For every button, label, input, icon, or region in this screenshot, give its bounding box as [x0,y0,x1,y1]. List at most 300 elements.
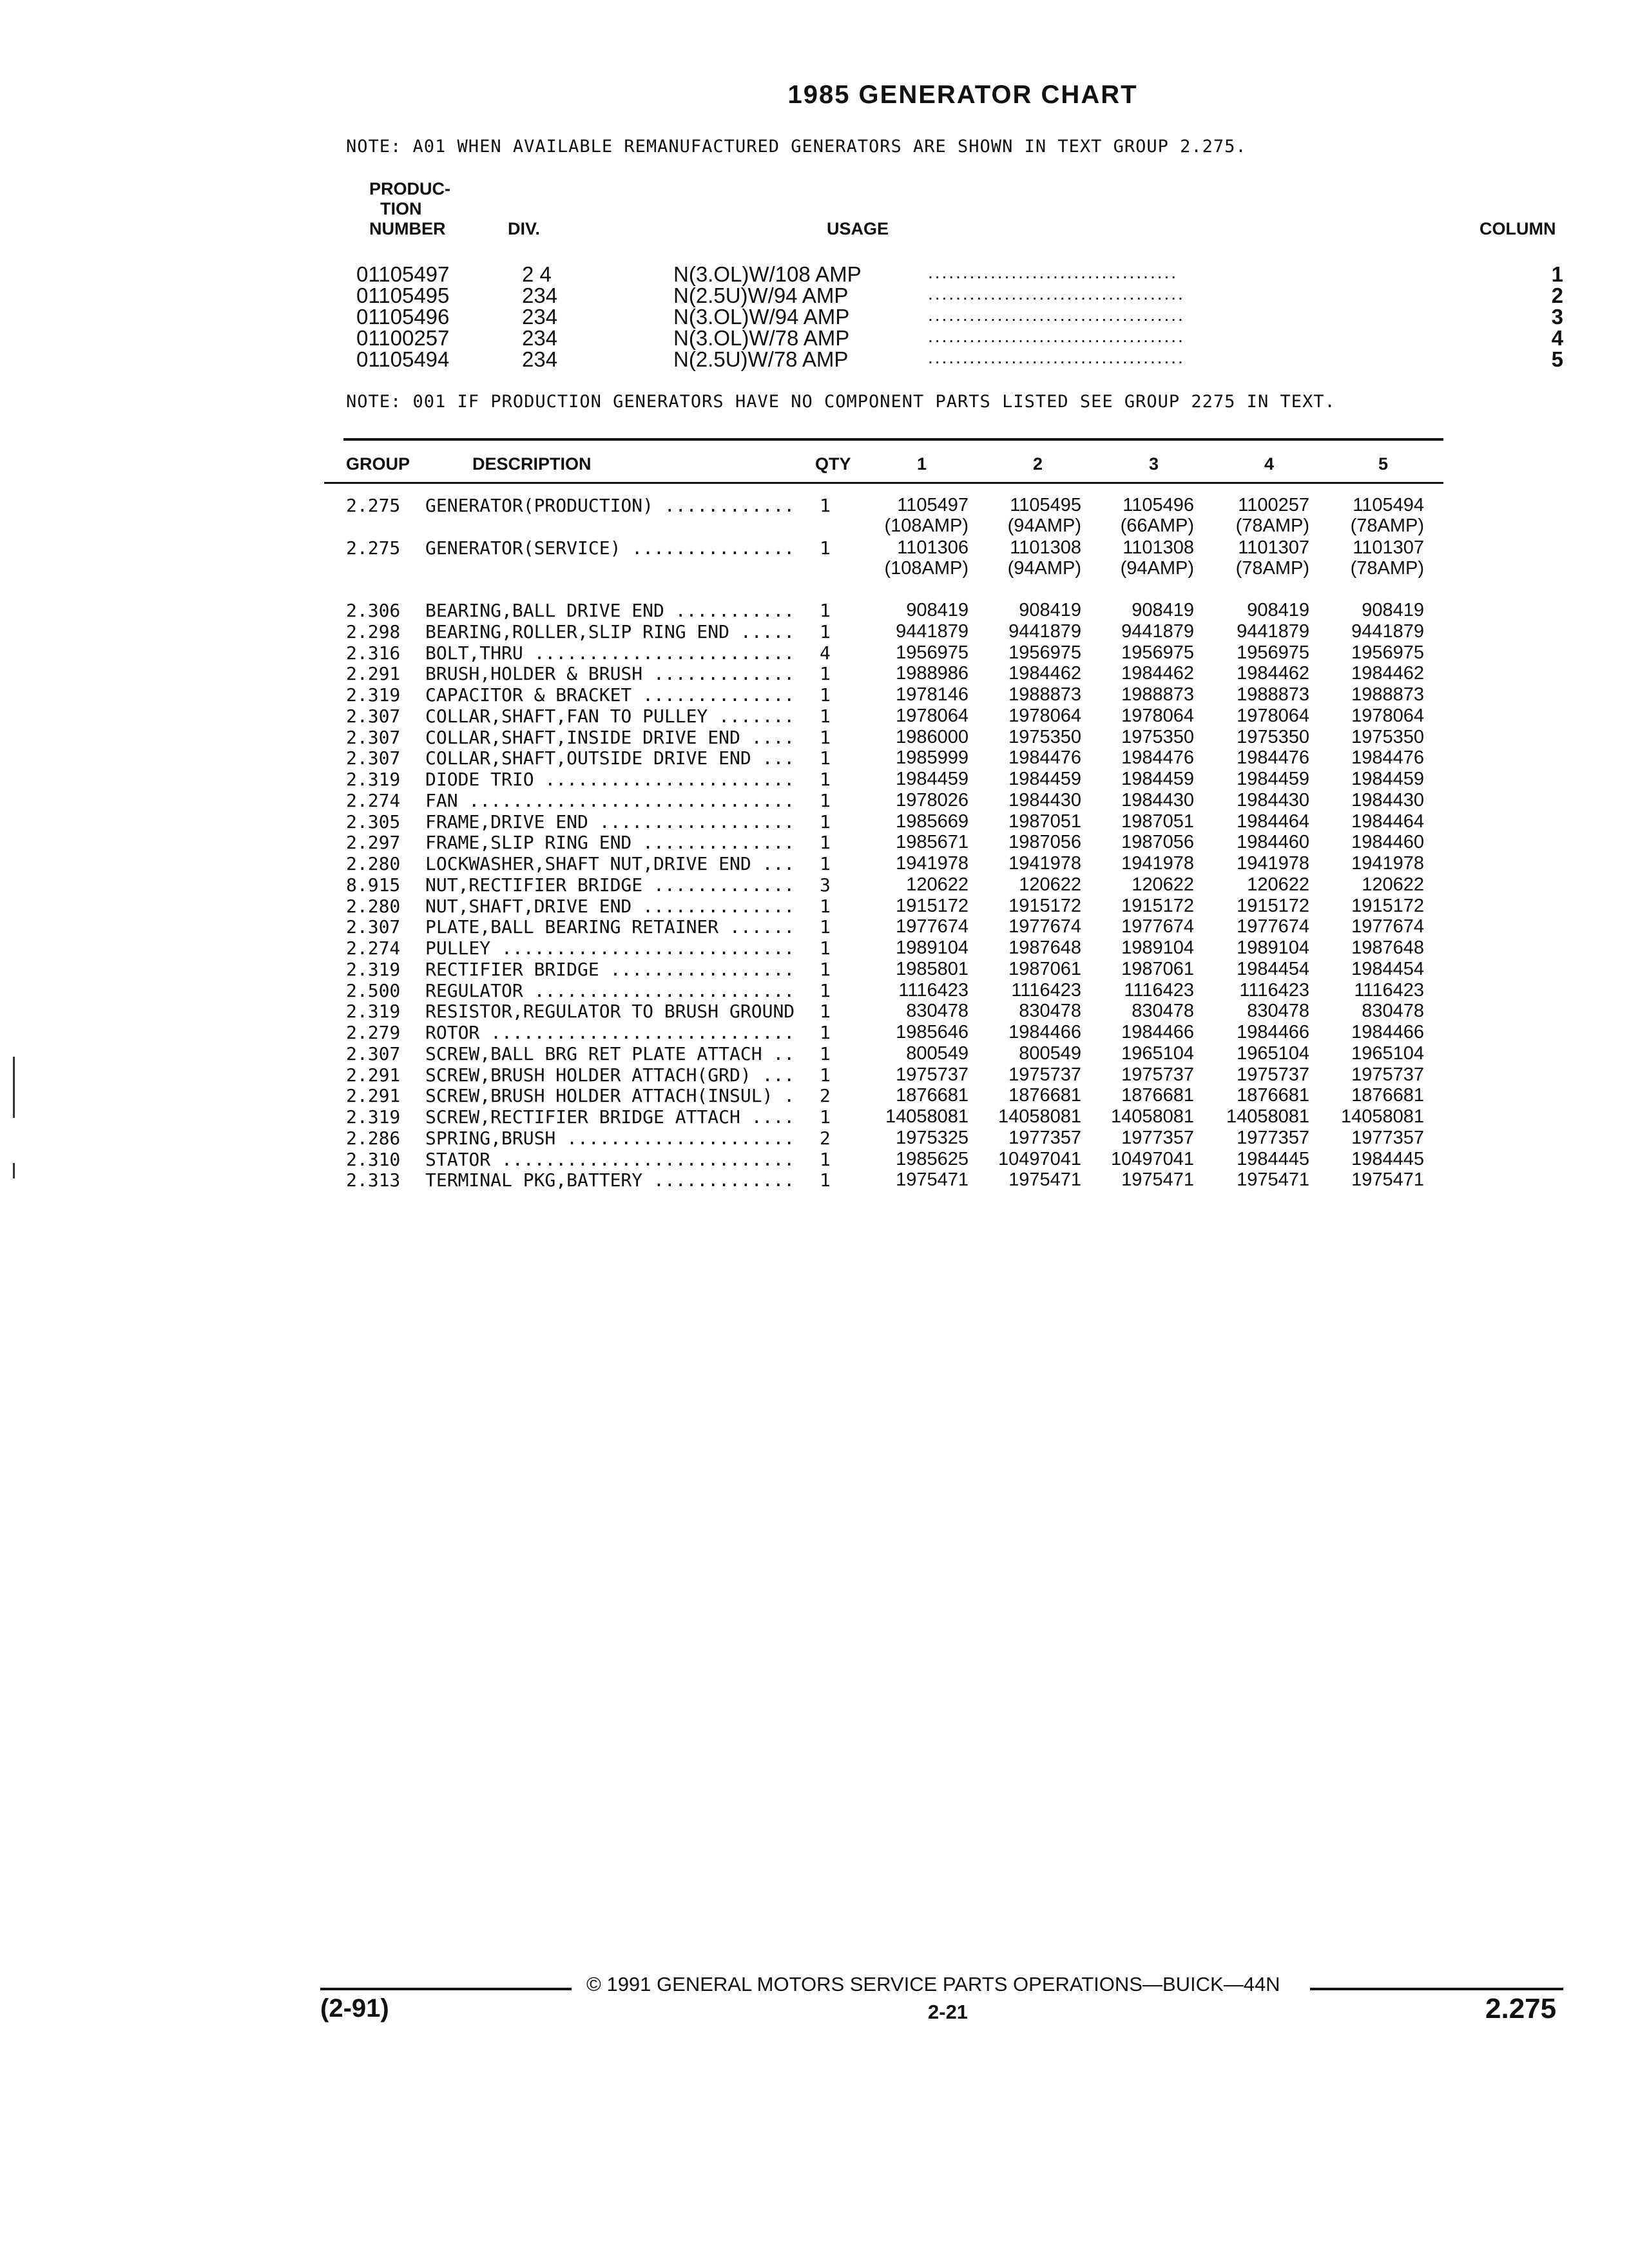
table-row [0,959,1629,980]
qty-cell: 1 [820,1064,831,1086]
production-column: 5 [1551,347,1563,371]
part-number-col-5: 1101307 [1353,537,1424,558]
qty-cell: 1 [820,621,831,642]
part-number-col-2: 1975350 [1008,727,1081,747]
part-number-col-4: 1988873 [1237,684,1309,705]
part-number-col-4: 1984445 [1237,1149,1309,1169]
part-number-col-4: 1965104 [1237,1043,1309,1064]
part-number-col-5: 9441879 [1351,621,1424,642]
part-number-col-4: 1984466 [1237,1022,1309,1043]
col-header-qty: QTY [815,454,851,474]
description-cell: ROTOR ............................ [425,1022,795,1043]
part-number-col-5: (78AMP) [1350,515,1424,536]
generator-row [0,495,1629,516]
part-number-col-2: 1984466 [1008,1022,1081,1043]
part-number-col-1: 1941978 [896,853,969,874]
table-row [0,1128,1629,1149]
production-leader-dots: ..................................... [928,305,1185,325]
part-number-col-5: 1915172 [1351,896,1424,916]
part-number-col-2: 1984462 [1008,663,1081,684]
part-number-col-4: 1100257 [1238,495,1309,515]
part-number-col-1: 1989104 [896,937,969,958]
part-number-col-3: 1956975 [1121,642,1194,663]
part-number-col-4: 1116423 [1239,980,1309,1001]
group-cell: 2.274 [346,937,401,959]
part-number-col-2: 1977357 [1008,1128,1081,1148]
table-row [0,684,1629,706]
production-number: 01105494 [356,347,450,371]
qty-cell: 1 [820,853,831,874]
group-cell: 2.305 [346,811,401,832]
description-cell: FRAME,DRIVE END .................. [425,811,795,832]
description-cell: PULLEY ........................... [425,937,795,959]
table-row [0,600,1629,621]
production-usage: N(2.5U)W/78 AMP [673,347,849,371]
table-row [0,790,1629,811]
part-number-col-3: (66AMP) [1120,515,1194,536]
part-number-col-1: 908419 [906,600,969,620]
part-number-col-4: (78AMP) [1235,558,1309,579]
part-number-col-2: 1915172 [1008,896,1081,916]
part-number-col-1: 1956975 [896,642,969,663]
part-number-col-4: 120622 [1247,874,1309,895]
table-row [0,853,1629,874]
description-cell: SCREW,BRUSH HOLDER ATTACH(GRD) ... [425,1064,795,1086]
part-number-col-5: 14058081 [1340,1106,1424,1127]
description-cell: BEARING,ROLLER,SLIP RING END ..... [425,621,795,642]
table-row [0,769,1629,790]
part-number-col-4: 1941978 [1237,853,1309,874]
part-number-col-3: 1988873 [1121,684,1194,705]
part-number-col-1: 1985625 [896,1149,969,1169]
group-cell: 2.500 [346,980,401,1001]
part-number-col-2: 1984430 [1008,790,1081,811]
part-number-col-2: 1975471 [1008,1169,1081,1190]
part-number-col-3: 1105496 [1123,495,1194,515]
part-number-col-3: 10497041 [1110,1149,1194,1169]
part-number-col-4: 830478 [1247,1001,1309,1021]
part-number-col-5: 1941978 [1351,853,1424,874]
qty-cell: 1 [820,896,831,917]
description-cell: SCREW,BALL BRG RET PLATE ATTACH .. [425,1043,795,1064]
production-number: 01105495 [356,284,450,307]
part-number-col-3: 1975471 [1121,1169,1194,1190]
qty-cell: 1 [820,916,831,937]
table-row [0,663,1629,684]
part-number-col-5: 1965104 [1351,1043,1424,1064]
group-cell: 2.319 [346,1001,401,1022]
footer-page-number: 2-21 [928,2001,969,2023]
part-number-col-3: 1941978 [1121,853,1194,874]
part-number-col-2: (94AMP) [1007,558,1081,579]
part-number-col-3: 1987051 [1121,811,1194,832]
production-row [0,326,1629,348]
group-cell: 2.306 [346,600,401,621]
table-row [0,1001,1629,1022]
part-number-col-2: 1987061 [1008,959,1081,979]
part-number-col-1: 1975471 [896,1169,969,1190]
part-number-col-5: 1984462 [1351,663,1424,684]
part-number-col-5: 1984460 [1351,832,1424,852]
part-number-col-1: 1984459 [896,769,969,789]
production-row [0,347,1629,369]
table-row [0,621,1629,642]
table-top-rule [343,438,1443,441]
part-number-col-4: 1915172 [1237,896,1309,916]
part-number-col-5: 1987648 [1351,937,1424,958]
group-cell: 2.275 [346,537,401,559]
group-cell: 2.319 [346,684,401,706]
part-number-col-3: 1984459 [1121,769,1194,789]
part-number-col-5: (78AMP) [1350,558,1424,579]
table-row [0,1064,1629,1086]
qty-cell: 1 [820,1001,831,1022]
part-number-col-5: 1984445 [1351,1149,1424,1169]
group-cell: 2.307 [346,747,401,769]
part-number-col-4: 1876681 [1237,1085,1309,1106]
production-leader-dots: ..................................... [928,326,1185,346]
qty-cell: 1 [820,706,831,727]
description-cell: BEARING,BALL DRIVE END ........... [425,600,795,621]
group-cell: 2.291 [346,1085,401,1106]
qty-cell: 1 [820,811,831,832]
production-div: 234 [522,347,558,371]
qty-cell: 1 [820,747,831,769]
production-div: 234 [522,305,558,329]
part-number-col-4: (78AMP) [1235,515,1309,536]
part-number-col-3: (94AMP) [1120,558,1194,579]
description-cell: COLLAR,SHAFT,INSIDE DRIVE END .... [425,727,795,748]
description-cell: NUT,RECTIFIER BRIDGE ............. [425,874,795,896]
qty-cell: 1 [820,980,831,1001]
table-row [0,811,1629,832]
group-cell: 2.310 [346,1149,401,1170]
table-row [0,1169,1629,1191]
part-number-col-5: 830478 [1362,1001,1424,1021]
footer-date-code: (2-91) [320,1994,389,2023]
part-number-col-2: 1876681 [1008,1085,1081,1106]
part-number-col-5: 1116423 [1354,980,1424,1001]
table-row [0,747,1629,769]
part-number-col-2: 1941978 [1008,853,1081,874]
part-number-col-2: 800549 [1019,1043,1081,1064]
part-number-col-3: 1975350 [1121,727,1194,747]
description-cell: FAN .............................. [425,790,795,811]
margin-mark [13,1057,15,1118]
part-number-col-4: 1984459 [1237,769,1309,789]
part-number-col-2: 1987648 [1008,937,1081,958]
part-number-col-5: 1988873 [1351,684,1424,705]
qty-cell: 4 [820,642,831,664]
part-number-col-4: 1956975 [1237,642,1309,663]
part-number-col-2: 1105495 [1010,495,1081,515]
part-number-col-1: 1985671 [896,832,969,852]
part-number-col-3: 1977357 [1121,1128,1194,1148]
part-number-col-1: 1105497 [897,495,969,515]
part-number-col-3: 1116423 [1124,980,1194,1001]
part-number-col-3: 908419 [1132,600,1194,620]
part-number-col-3: 14058081 [1110,1106,1194,1127]
note-remanufactured: NOTE: A01 WHEN AVAILABLE REMANUFACTURED GENERATORS ARE SHOWN IN TEXT GROUP 2.275. [346,137,1247,157]
part-number-col-2: 1988873 [1008,684,1081,705]
part-number-col-2: 1116423 [1011,980,1081,1001]
group-cell: 2.298 [346,621,401,642]
part-number-col-1: (108AMP) [884,558,969,579]
page-title: 1985 GENERATOR CHART [787,81,1138,109]
margin-mark [13,1163,15,1178]
description-cell: SPRING,BRUSH ..................... [425,1128,795,1149]
table-header-row [0,454,1629,476]
generator-row [0,558,1629,579]
table-row [0,706,1629,727]
table-header-rule [324,482,1443,484]
table-row [0,727,1629,748]
production-usage: N(2.5U)W/94 AMP [673,284,849,307]
part-number-col-3: 1975737 [1121,1064,1194,1085]
part-number-col-5: 1975737 [1351,1064,1424,1085]
part-number-col-5: 120622 [1362,874,1424,895]
production-number: 01105496 [356,305,450,329]
description-cell: BRUSH,HOLDER & BRUSH ............. [425,663,795,684]
table-row [0,1043,1629,1064]
group-cell: 2.275 [346,495,401,516]
part-number-col-3: 1989104 [1121,937,1194,958]
qty-cell: 1 [820,727,831,748]
part-number-col-3: 1984430 [1121,790,1194,811]
production-leader-dots: ..................................... [928,284,1185,303]
table-row [0,980,1629,1001]
qty-cell: 1 [820,1043,831,1064]
footer-rule-left [320,1988,572,1990]
qty-cell: 1 [820,537,831,559]
table-row [0,874,1629,896]
part-number-col-1: 800549 [906,1043,969,1064]
prod-header-usage: USAGE [827,219,889,238]
part-number-col-1: 1985669 [896,811,969,832]
part-number-col-5: 1975350 [1351,727,1424,747]
part-number-col-1: 1988986 [896,663,969,684]
production-row [0,305,1629,327]
prod-header-number-line1: PRODUC- [369,179,450,198]
part-number-col-2: 1956975 [1008,642,1081,663]
part-number-col-4: 14058081 [1226,1106,1309,1127]
part-number-col-2: 1978064 [1008,706,1081,726]
production-div: 2 4 [522,262,552,286]
group-cell: 2.313 [346,1169,401,1191]
table-row [0,1022,1629,1043]
part-number-col-5: 1975471 [1351,1169,1424,1190]
table-row [0,916,1629,937]
part-number-col-3: 9441879 [1121,621,1194,642]
part-number-col-2: 1987051 [1008,811,1081,832]
group-cell: 2.286 [346,1128,401,1149]
part-number-col-4: 1977357 [1237,1128,1309,1148]
group-cell: 2.307 [346,727,401,748]
part-number-col-3: 830478 [1132,1001,1194,1021]
col-header-1: 1 [917,454,927,474]
production-column: 4 [1551,326,1563,350]
description-cell: PLATE,BALL BEARING RETAINER ...... [425,916,795,937]
prod-header-column: COLUMN [1480,219,1556,238]
part-number-col-1: 830478 [906,1001,969,1021]
col-header-2: 2 [1033,454,1043,474]
part-number-col-4: 1101307 [1238,537,1309,558]
group-cell: 2.280 [346,853,401,874]
production-usage: N(3.OL)W/78 AMP [673,326,850,350]
part-number-col-2: 120622 [1019,874,1081,895]
col-header-group: GROUP [346,454,410,474]
part-number-col-1: 1978064 [896,706,969,726]
part-number-col-5: 1984476 [1351,747,1424,768]
col-header-description: DESCRIPTION [472,454,592,474]
part-number-col-5: 1984454 [1351,959,1424,979]
part-number-col-5: 1876681 [1351,1085,1424,1106]
table-row [0,1085,1629,1106]
group-cell: 2.291 [346,1064,401,1086]
footer-copyright: © 1991 GENERAL MOTORS SERVICE PARTS OPERATIONS—BUICK—44N [586,1973,1280,1995]
production-leader-dots: ..................................... [928,347,1185,367]
part-number-col-1: (108AMP) [884,515,969,536]
description-cell: DIODE TRIO ....................... [425,769,795,790]
qty-cell: 1 [820,937,831,959]
production-column: 2 [1551,284,1563,307]
qty-cell: 1 [820,1106,831,1128]
group-cell: 2.307 [346,916,401,937]
generator-row [0,537,1629,559]
description-cell: BOLT,THRU ........................ [425,642,795,664]
group-cell: 2.279 [346,1022,401,1043]
part-number-col-2: 830478 [1019,1001,1081,1021]
group-cell: 2.319 [346,769,401,790]
description-cell: GENERATOR(SERVICE) ............... [425,537,795,559]
qty-cell: 3 [820,874,831,896]
part-number-col-1: 120622 [906,874,969,895]
qty-cell: 1 [820,959,831,980]
qty-cell: 1 [820,684,831,706]
part-number-col-3: 120622 [1132,874,1194,895]
col-header-3: 3 [1149,454,1159,474]
part-number-col-5: 1105494 [1353,495,1424,515]
part-number-col-4: 1977674 [1237,916,1309,937]
part-number-col-5: 1984459 [1351,769,1424,789]
production-number: 01105497 [356,262,450,286]
part-number-col-4: 1984464 [1237,811,1309,832]
prod-header-div: DIV. [508,219,541,238]
part-number-col-3: 1915172 [1121,896,1194,916]
description-cell: GENERATOR(PRODUCTION) ............ [425,495,795,516]
production-leader-dots: .................................... [928,262,1179,282]
part-number-col-4: 1984476 [1237,747,1309,768]
group-cell: 2.274 [346,790,401,811]
part-number-col-3: 1965104 [1121,1043,1194,1064]
part-number-col-1: 1986000 [896,727,969,747]
description-cell: SCREW,BRUSH HOLDER ATTACH(INSUL) . [425,1085,795,1106]
part-number-col-1: 1985646 [896,1022,969,1043]
description-cell: LOCKWASHER,SHAFT NUT,DRIVE END ... [425,853,795,874]
table-row [0,896,1629,917]
qty-cell: 2 [820,1128,831,1149]
group-cell: 2.316 [346,642,401,664]
production-row [0,284,1629,305]
group-cell: 2.280 [346,896,401,917]
part-number-col-2: 9441879 [1008,621,1081,642]
part-number-col-1: 1978026 [896,790,969,811]
part-number-col-3: 1978064 [1121,706,1194,726]
part-number-col-1: 1975325 [896,1128,969,1148]
col-header-5: 5 [1378,454,1389,474]
part-number-col-4: 1984454 [1237,959,1309,979]
part-number-col-2: 1984476 [1008,747,1081,768]
group-cell: 2.319 [346,959,401,980]
table-row [0,642,1629,664]
description-cell: CAPACITOR & BRACKET .............. [425,684,795,706]
part-number-col-1: 1101306 [897,537,969,558]
description-cell: COLLAR,SHAFT,OUTSIDE DRIVE END ... [425,747,795,769]
part-number-col-4: 1975471 [1237,1169,1309,1190]
production-usage: N(3.OL)W/94 AMP [673,305,850,329]
note-no-component-parts: NOTE: 001 IF PRODUCTION GENERATORS HAVE NO COMPONENT PARTS LISTED SEE GROUP 2275 IN TEXT. [346,392,1336,412]
part-number-col-1: 1975737 [896,1064,969,1085]
part-number-col-2: 10497041 [998,1149,1081,1169]
part-number-col-3: 1984462 [1121,663,1194,684]
part-number-col-5: 1978064 [1351,706,1424,726]
part-number-col-4: 1989104 [1237,937,1309,958]
production-div: 234 [522,326,558,350]
part-number-col-1: 9441879 [896,621,969,642]
part-number-col-3: 1876681 [1121,1085,1194,1106]
part-number-col-2: 1987056 [1008,832,1081,852]
part-number-col-4: 1978064 [1237,706,1309,726]
qty-cell: 1 [820,790,831,811]
description-cell: COLLAR,SHAFT,FAN TO PULLEY ....... [425,706,795,727]
group-cell: 2.307 [346,1043,401,1064]
group-cell: 2.291 [346,663,401,684]
qty-cell: 1 [820,663,831,684]
table-row [0,1149,1629,1170]
part-number-col-5: 908419 [1362,600,1424,620]
part-number-col-5: 1984464 [1351,811,1424,832]
part-number-col-3: 1984476 [1121,747,1194,768]
prod-header-number-line3: NUMBER [369,219,446,238]
part-number-col-5: 1984466 [1351,1022,1424,1043]
part-number-col-1: 1978146 [896,684,969,705]
part-number-col-4: 1984430 [1237,790,1309,811]
part-number-col-1: 1985801 [896,959,969,979]
description-cell: RESISTOR,REGULATOR TO BRUSH GROUND [425,1001,795,1022]
part-number-col-4: 1984460 [1237,832,1309,852]
prod-header-number-line2: TION [380,199,422,218]
table-row [0,1106,1629,1128]
production-usage: N(3.OL)W/108 AMP [673,262,862,286]
part-number-col-2: (94AMP) [1007,515,1081,536]
part-number-col-3: 1987061 [1121,959,1194,979]
part-number-col-4: 1975350 [1237,727,1309,747]
part-number-col-1: 1985999 [896,747,969,768]
production-number: 01100257 [356,326,450,350]
description-cell: STATOR ........................... [425,1149,795,1170]
part-number-col-4: 908419 [1247,600,1309,620]
production-column: 1 [1551,262,1563,286]
footer-section-number: 2.275 [1485,1993,1557,2024]
description-cell: SCREW,RECTIFIER BRIDGE ATTACH .... [425,1106,795,1128]
description-cell: RECTIFIER BRIDGE ................. [425,959,795,980]
part-number-col-5: 1977357 [1351,1128,1424,1148]
part-number-col-5: 1977674 [1351,916,1424,937]
description-cell: NUT,SHAFT,DRIVE END .............. [425,896,795,917]
qty-cell: 1 [820,1022,831,1043]
col-header-4: 4 [1264,454,1275,474]
part-number-col-3: 1984466 [1121,1022,1194,1043]
